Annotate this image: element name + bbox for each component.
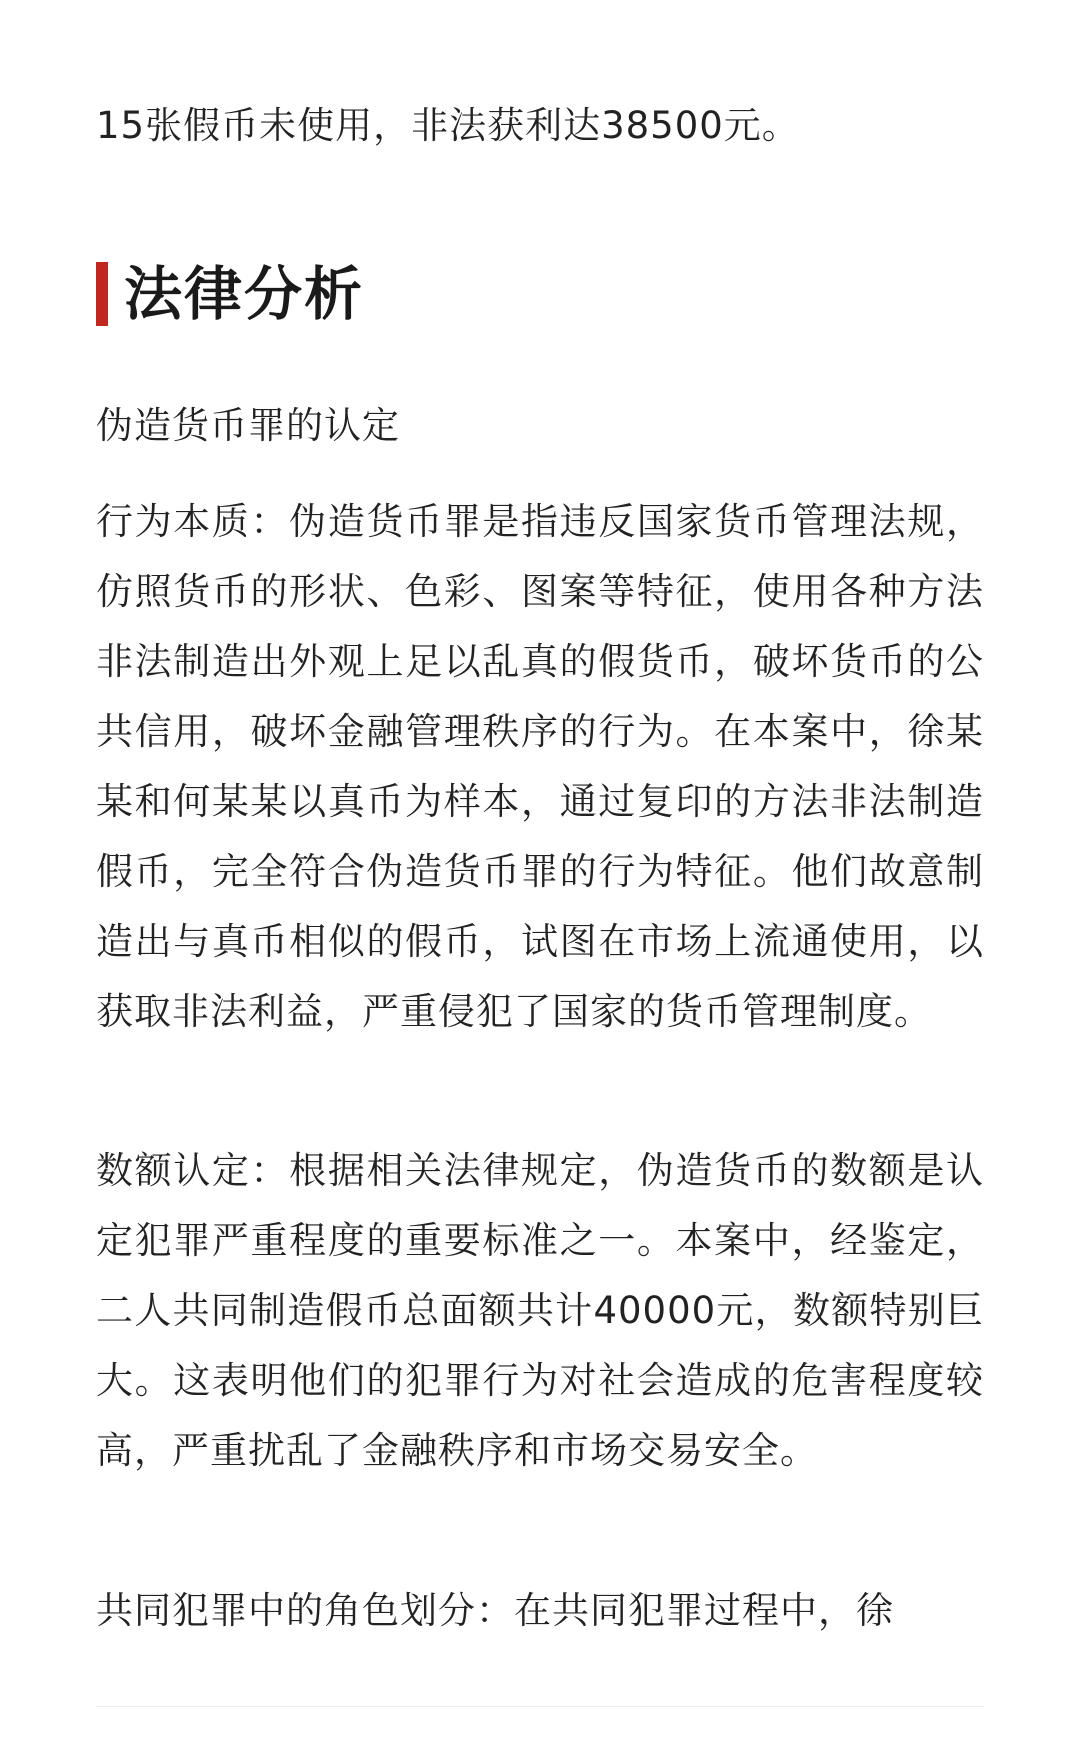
intro-line: 15张假币未使用，非法获利达38500元。 <box>96 104 800 147</box>
section-heading <box>96 258 364 330</box>
paragraph-amount-determination: 数额认定：根据相关法律规定，伪造货币的数额是认定犯罪严重程度的重要标准之一。本案中，经鉴定，二人共同制造假币总面额共计40000元，数额特别巨大。这表明他们的犯罪行为对社会造成的危害程度较高，严重扰乱了金融秩序和市场交易安全。 <box>96 1149 984 1472</box>
section-heading-title: 法律分析 <box>124 260 365 328</box>
bottom-divider <box>96 1706 984 1707</box>
paragraph-role-division: 共同犯罪中的角色划分：在共同犯罪过程中，徐 <box>96 1589 894 1632</box>
paragraph-behavior-nature: 行为本质：伪造货币罪是指违反国家货币管理法规，仿照货币的形状、色彩、图案等特征，使用各种方法非法制造出外观上足以乱真的假货币，破坏货币的公共信用，破坏金融管理秩序的行为。在本案中，徐某某和何某某以真币为样本，通过复印的方法非法制造假币，完全符合伪造货币罪的行为特征。他们故意制造出与真币相似的假币，试图在市场上流通使用，以获取非法利益，严重侵犯了国家的货币管理制度。 <box>96 500 984 1033</box>
subsection-title: 伪造货币罪的认定 <box>96 404 400 447</box>
heading-accent-bar <box>96 262 108 326</box>
